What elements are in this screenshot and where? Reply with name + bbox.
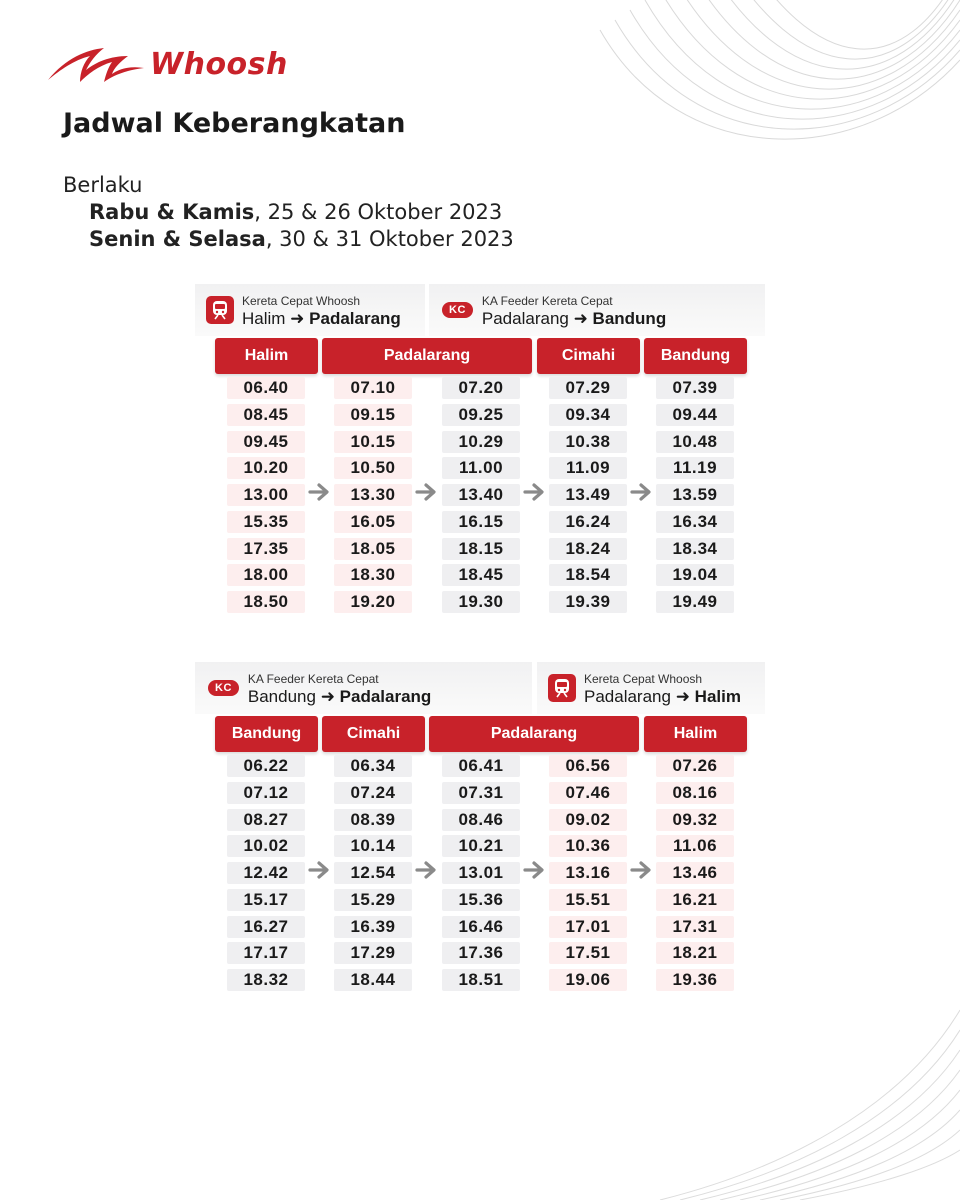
column-header: Bandung [215,716,318,752]
arrow-right-icon [415,480,439,504]
departure-time: 07.10 [334,377,412,399]
departure-time: 09.02 [549,809,627,831]
departure-time: 10.36 [549,835,627,857]
departure-time: 19.39 [549,591,627,613]
service-route [584,688,741,706]
departure-time: 17.29 [334,942,412,964]
times-column [656,377,734,618]
departure-time: 10.14 [334,835,412,857]
departure-time: 16.34 [656,511,734,533]
departure-time: 07.31 [442,782,520,804]
service-text [584,670,741,706]
times-column [549,377,627,618]
departure-time: 19.49 [656,591,734,613]
departure-time: 10.21 [442,835,520,857]
departure-time: 10.38 [549,431,627,453]
validity-line-1 [63,199,514,226]
service-subtitle: Kereta Cepat Whoosh [242,294,361,308]
times-column [442,377,520,618]
departure-time: 15.17 [227,889,305,911]
departure-time: 07.46 [549,782,627,804]
departure-time: 18.45 [442,564,520,586]
departure-time: 13.00 [227,484,305,506]
arrow-right-icon [523,480,547,504]
service-route [242,310,401,328]
departure-time: 08.16 [656,782,734,804]
arrow-right-icon [630,480,654,504]
departure-time: 07.12 [227,782,305,804]
departure-time: 09.25 [442,404,520,426]
departure-time: 08.46 [442,809,520,831]
page-title: Jadwal Keberangkatan [63,108,406,139]
arrow-right-icon [523,858,547,882]
departure-time: 18.05 [334,538,412,560]
departure-time: 10.48 [656,431,734,453]
route-arrow-icon: ➜ [320,687,335,706]
departure-time: 10.50 [334,457,412,479]
departure-time: 06.40 [227,377,305,399]
train-icon [206,296,234,324]
brand-logo [46,44,288,84]
departure-time: 06.22 [227,755,305,777]
route-arrow-icon: ➜ [675,687,690,706]
validity-days: Senin & Selasa [89,227,266,251]
departure-time: 06.41 [442,755,520,777]
departure-time: 18.15 [442,538,520,560]
times-column [227,755,305,996]
arrow-right-icon [308,480,332,504]
service-feeder [429,284,765,336]
arrow-right-icon [630,858,654,882]
route-to: Bandung [587,309,667,328]
times-column [549,755,627,996]
validity-dates: , 25 & 26 Oktober 2023 [254,200,503,224]
departure-time: 19.20 [334,591,412,613]
departure-time: 15.36 [442,889,520,911]
times-column [227,377,305,618]
departure-time: 06.34 [334,755,412,777]
service-feeder [195,662,532,714]
departure-time: 19.06 [549,969,627,991]
validity-dates: , 30 & 31 Oktober 2023 [265,227,514,251]
departure-time: 18.24 [549,538,627,560]
times-column [442,755,520,996]
service-route [482,310,666,328]
departure-time: 07.24 [334,782,412,804]
departure-time: 18.21 [656,942,734,964]
departure-time: 12.42 [227,862,305,884]
departure-time: 08.27 [227,809,305,831]
departure-time: 17.31 [656,916,734,938]
whoosh-logo-icon [46,44,146,84]
kc-badge-icon: KC [208,680,239,696]
times-column [334,755,412,996]
route-from: Halim [242,309,291,328]
times-column [334,377,412,618]
departure-time: 17.35 [227,538,305,560]
departure-time: 12.54 [334,862,412,884]
departure-time: 13.46 [656,862,734,884]
service-text [248,670,431,706]
column-header: Bandung [644,338,747,374]
route-arrow-icon: ➜ [573,309,588,328]
departure-time: 16.46 [442,916,520,938]
departure-time: 13.16 [549,862,627,884]
departure-time: 11.09 [549,457,627,479]
decorative-lines-bottom [600,1000,960,1200]
departure-time: 11.19 [656,457,734,479]
departure-time: 16.39 [334,916,412,938]
departure-time: 15.35 [227,511,305,533]
service-whoosh [195,284,425,336]
times-column [656,755,734,996]
departure-time: 13.30 [334,484,412,506]
service-route [248,688,431,706]
departure-time: 18.32 [227,969,305,991]
validity-label: Berlaku [63,173,143,197]
validity-line-2 [63,226,514,253]
departure-time: 15.29 [334,889,412,911]
departure-time: 16.27 [227,916,305,938]
departure-time: 15.51 [549,889,627,911]
departure-time: 07.39 [656,377,734,399]
departure-time: 09.34 [549,404,627,426]
route-to: Halim [689,687,741,706]
route-from: Padalarang [481,309,574,328]
departure-time: 10.02 [227,835,305,857]
departure-time: 11.00 [442,457,520,479]
route-from: Padalarang [584,687,676,706]
departure-time: 08.39 [334,809,412,831]
departure-time: 18.51 [442,969,520,991]
departure-time: 11.06 [656,835,734,857]
train-icon [548,674,576,702]
service-text [242,292,401,328]
departure-time: 18.50 [227,591,305,613]
service-subtitle: Kereta Cepat Whoosh [584,672,703,686]
departure-time: 10.29 [442,431,520,453]
departure-time: 18.30 [334,564,412,586]
departure-time: 09.15 [334,404,412,426]
arrow-right-icon [415,858,439,882]
decorative-lines-top [560,0,960,200]
departure-time: 09.44 [656,404,734,426]
departure-time: 07.20 [442,377,520,399]
service-whoosh [537,662,765,714]
departure-time: 19.04 [656,564,734,586]
route-to: Padalarang [334,687,432,706]
departure-time: 07.29 [549,377,627,399]
departure-time: 13.01 [442,862,520,884]
service-subtitle: KA Feeder Kereta Cepat [481,294,613,308]
column-header: Padalarang [322,338,532,374]
departure-time: 18.54 [549,564,627,586]
departure-time: 17.51 [549,942,627,964]
route-arrow-icon: ➜ [290,309,305,328]
departure-time: 10.15 [334,431,412,453]
departure-time: 18.34 [656,538,734,560]
departure-time: 13.40 [442,484,520,506]
service-text [482,292,666,328]
departure-time: 16.24 [549,511,627,533]
departure-time: 13.59 [656,484,734,506]
validity-block [63,172,514,253]
column-header: Cimahi [322,716,425,752]
column-header: Cimahi [537,338,640,374]
column-header: Halim [215,338,318,374]
departure-time: 18.00 [227,564,305,586]
departure-time: 08.45 [227,404,305,426]
departure-time: 18.44 [334,969,412,991]
departure-time: 17.17 [227,942,305,964]
validity-days: Rabu & Kamis [89,200,255,224]
service-subtitle: KA Feeder Kereta Cepat [247,672,379,686]
route-to: Padalarang [304,309,401,328]
brand-name: Whoosh [150,46,288,82]
departure-time: 16.21 [656,889,734,911]
route-from: Bandung [247,687,321,706]
departure-time: 10.20 [227,457,305,479]
departure-time: 07.26 [656,755,734,777]
departure-time: 09.45 [227,431,305,453]
departure-time: 19.36 [656,969,734,991]
kc-badge-icon: KC [442,302,473,318]
departure-time: 19.30 [442,591,520,613]
column-header: Padalarang [429,716,639,752]
departure-time: 17.01 [549,916,627,938]
departure-time: 06.56 [549,755,627,777]
departure-time: 17.36 [442,942,520,964]
arrow-right-icon [308,858,332,882]
departure-time: 13.49 [549,484,627,506]
column-header: Halim [644,716,747,752]
departure-time: 16.15 [442,511,520,533]
departure-time: 09.32 [656,809,734,831]
departure-time: 16.05 [334,511,412,533]
